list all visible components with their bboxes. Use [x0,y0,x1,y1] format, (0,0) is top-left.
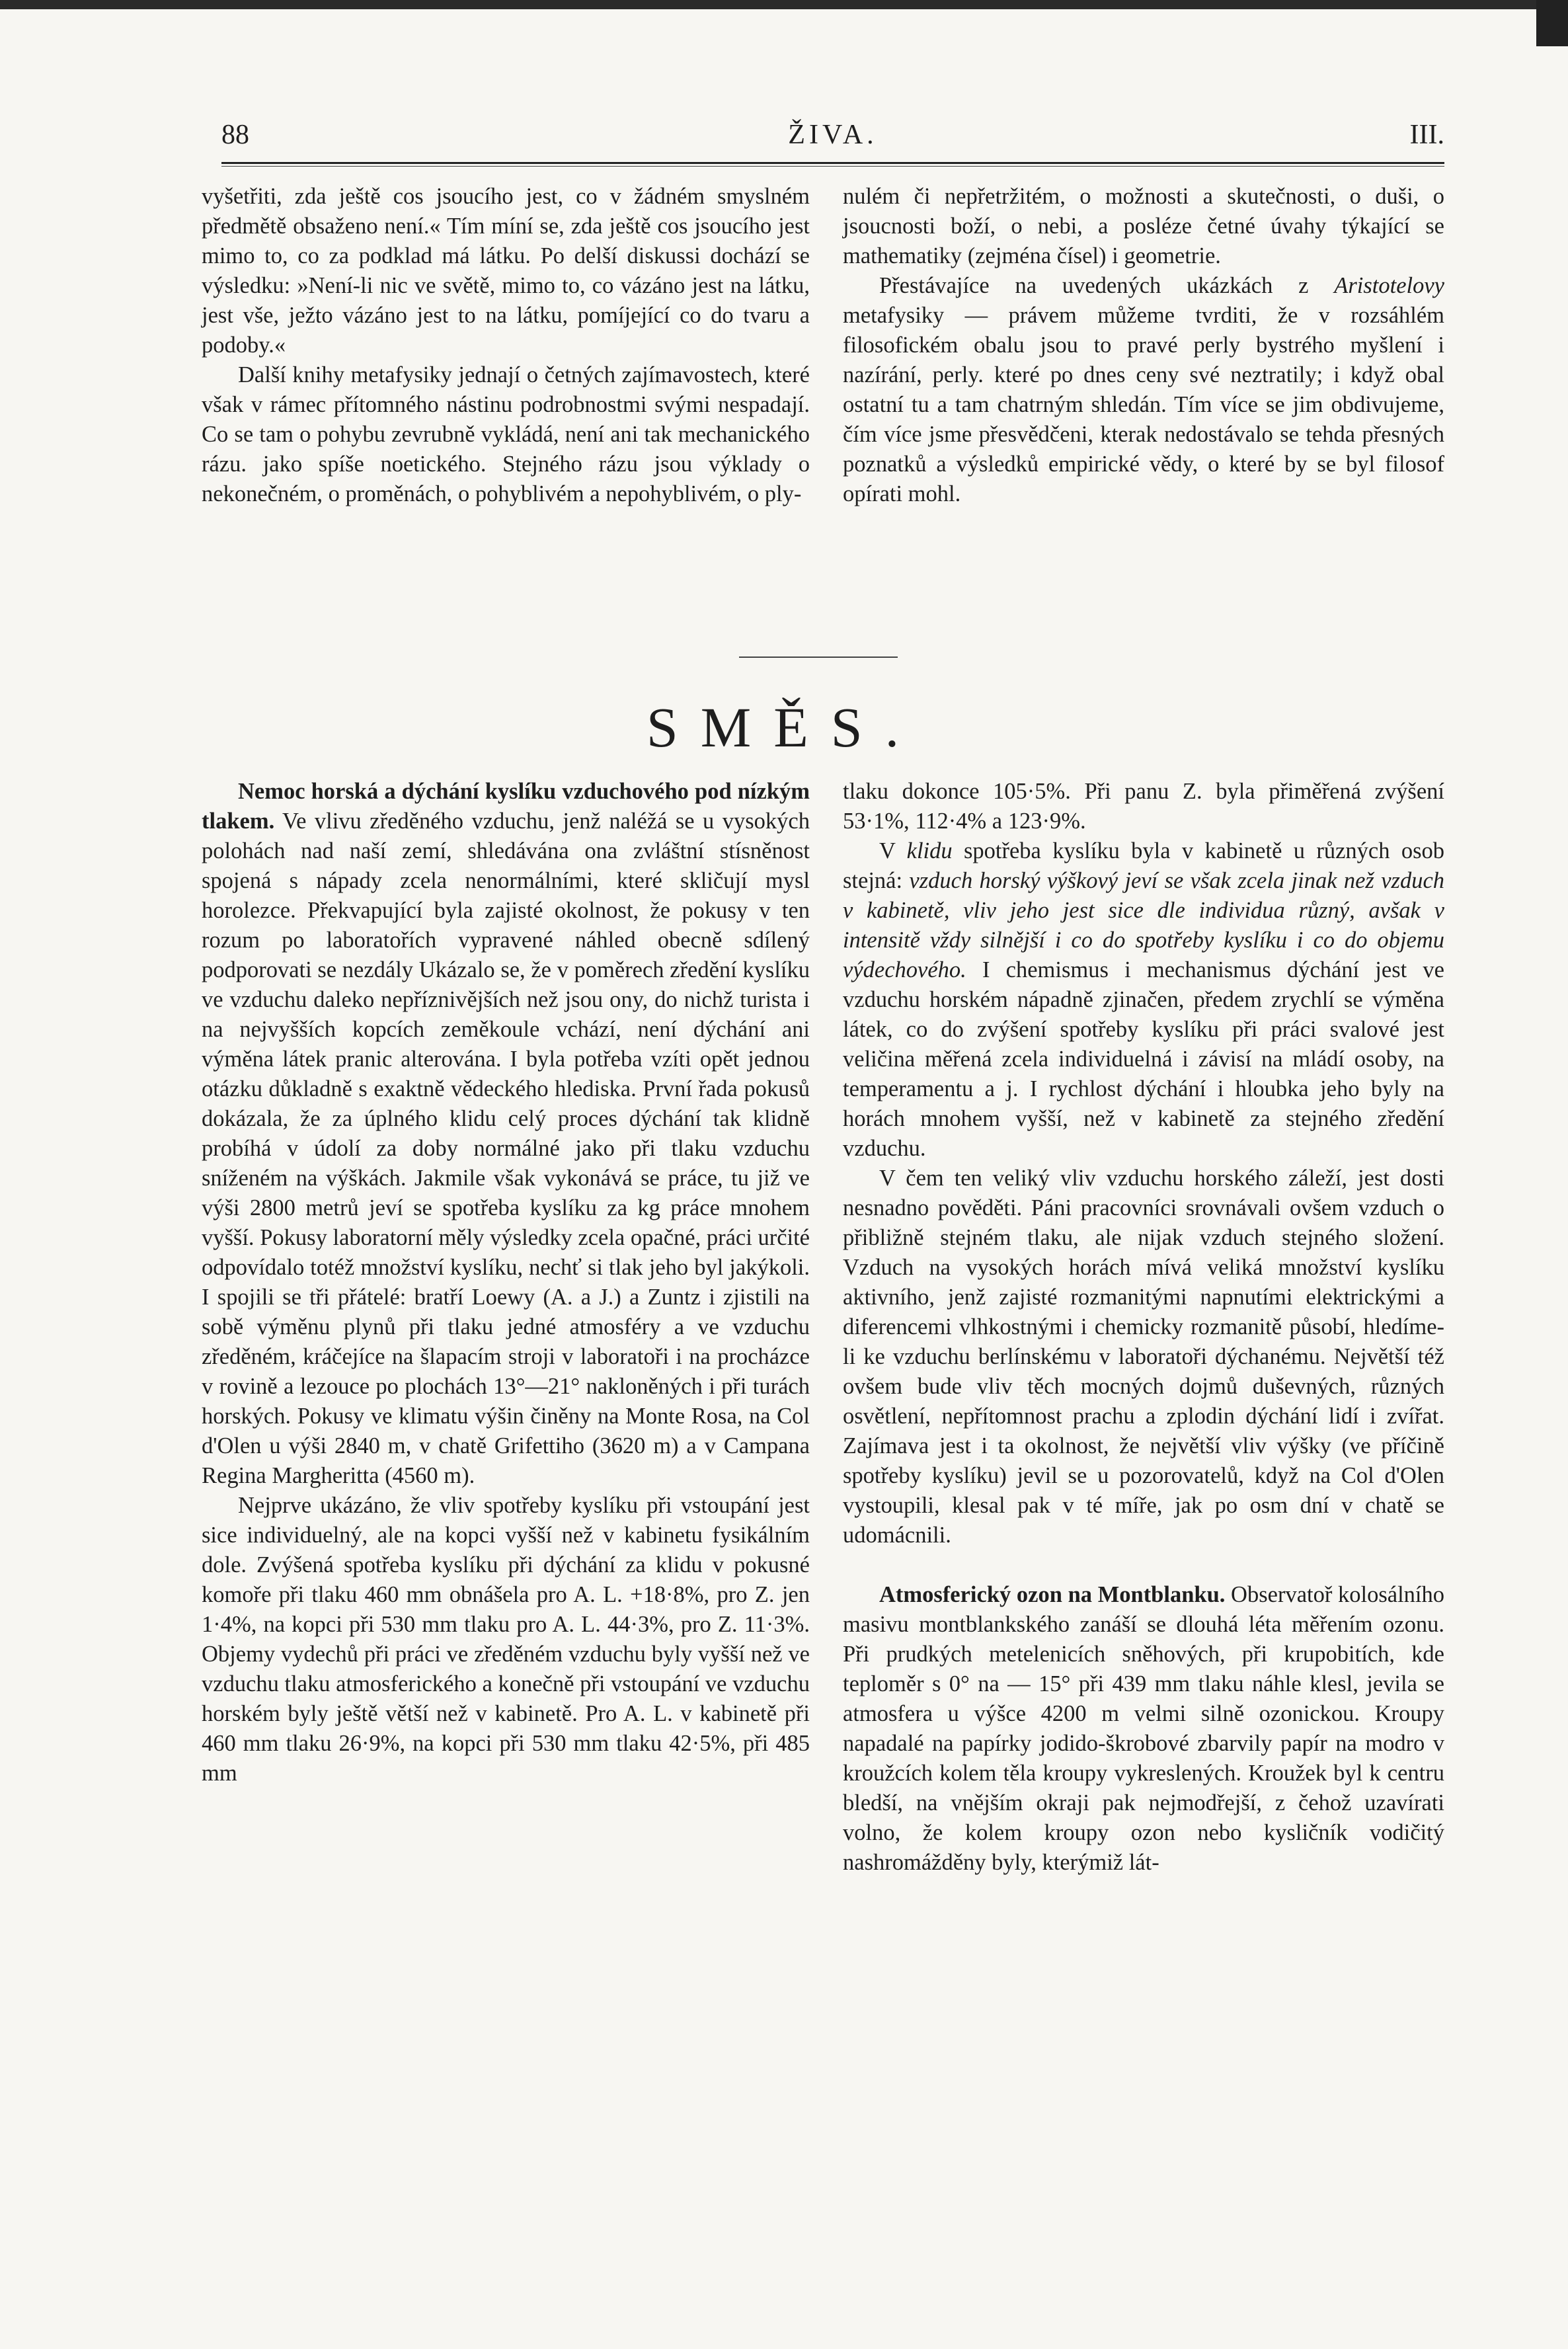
paragraph: Další knihy metafysiky jednají o četných zajímavostech, které však v rámec přítomného nástinu podrobnostmi svými nespadají. Co se tam o pohybu zevrubně vykládá, není ani tak mechanického rázu. jako spíše noetického. Stejného rázu jsou výklady o nekonečném, o proměnách, o pohyblivém a nepohyblivém, o ply- [202,362,810,506]
paragraph: Nejprve ukázáno, že vliv spotřeby kyslíku při vstoupání jest sice individuelný, ale na kopci vyšší než v kabinetu fysikálním dole. Zvýšená spotřeba kyslíku při dýchání za klidu v pokusné komoře při tlaku 460 mm obnášela pro A. L. +18·8%, pro Z. jen 1·4%, na kopci při 530 mm tlaku pro A. L. 44·3%, pro Z. 11·3%. Objemy vydechů při práci ve zředěném vzduchu byly vyšší než ve vzduchu tlaku atmosferického a konečně při vstoupání ve vzduchu horském byly ještě větší než v kabinetě. Pro A. L. v kabinetě při 460 mm tlaku 26·9%, na kopci při 530 mm tlaku 42·5%, při 485 mm [202,1493,810,1786]
italic-run: klidu [906,838,953,863]
column-bottom-left [202,777,810,1788]
journal-title: ŽIVA. [788,120,878,150]
text-run: Přestávajíce na uvedených ukázkách z [879,273,1335,298]
text-run: V [879,838,907,863]
paragraph [843,836,1444,1164]
italic-name: Aristotelovy [1334,273,1444,298]
header-rule [221,162,1444,164]
paragraph: V čem ten veliký vliv vzduchu horského záleží, jest dosti nesnadno pověděti. Páni pracovníci srovnávali ovšem vzduch o přibližně stejném tlaku, ale nijak vzduch stejného složení. Vzduch na vysokých horách mívá veliká množství kyslíku aktivního, jenž zajisté rozmanitými napnutími elektrickými a diferencemi vlhkostnými i chemicky rozmanitě působí, hledíme-li ke vzduchu berlínskému v laboratoři dýchanému. Největší též ovšem bude vliv těch mocných dojmů duševných, různých osvětlení, nepřítomnost prachu a zplodin dýchání lidí i zvířat. Zajímava jest i ta okolnost, že největší vliv výšky (ve příčině spotřeby kyslíku) jevil se u pozorovatelů, když na Col d'Olen vystoupili, klesal pak v té míře, jak po osm dní v chatě se udomácnili. [843,1166,1444,1548]
scan-edge-top [0,0,1568,9]
text-run: metafysiky — právem můžeme tvrditi, že v rozsáhlém filosofickém obalu jsou to pravé perly bystrého myšlení i nazírání, perly. které po dnes ceny své neztratily; i když obal ostatní tu a tam chatrným shledán. Tím více se jim obdivujeme, čím více jsme přesvědčeni, kterak nedostávalo se tehda přesných poznatků a výsledků empirické vědy, o které by se byl filosof opírati mohl. [843,303,1444,506]
section-divider [739,657,898,658]
running-header [221,119,1444,159]
paragraph [843,1580,1444,1878]
scan-edge-right [1536,0,1568,46]
column-bottom-right [843,777,1444,1878]
text-run: Observatoř kolosálního masivu montblankského zanáší se dlouhá léta měřením ozonu. Při prudkých metelenicích sněhových, při krupobitích, kde teploměr s 0° na — 15° při 439 mm tlaku náhle klesl, jevila se atmosfera u výšce 4200 m velmi silně ozonickou. Kroupy napadalé na papírky jodido-škrobové zbarvily papír na modro v kroužcích kolem těla kroupy vykreslených. Kroužek byl k centru bledší, na vnějším okraji pak nejmodřejší, z čehož uzavírati volno, že kolem kroupy ozon nebo kysličník vodičitý nashromážděny byly, kterýmiž lát- [843,1582,1444,1875]
article-title: Atmosferický ozon na Montblanku. [879,1582,1226,1607]
volume-number: III. [1409,120,1444,150]
paragraph: tlaku dokonce 105·5%. Při panu Z. byla přiměřená zvýšení 53·1%, 112·4% a 123·9%. [843,779,1444,834]
spacer [843,1550,1444,1580]
paragraph: nulém či nepřetržitém, o možnosti a skutečnosti, o duši, o jsoucnosti boží, o nebi, a posléze četné úvahy týkající se mathematiky (zejména čísel) i geometrie. [843,184,1444,268]
column-top-left [202,182,810,509]
text-run: Ve vlivu zředěného vzduchu, jenž naléžá se u vysokých polohách nad naší zemí, shledávána ona zvláštní stísněnost spojená s nápady zcela nenormálními, které skličují mysl horolezce. Překvapující byla zajisté okolnost, že pokusy v ten rozum po laboratořích vypravené náhled obecně sdílený podporovati se nezdály Ukázalo se, že v poměrech zředění kyslíku ve vzduchu daleko nepříznivějších než jsou ony, do nichž turista i na nejvyšších kopcích zeměkoule vchází, není dýchání ani výměna látek pranic alterována. I byla potřeba vzíti opět jednou otázku důkladně s exaktně vědeckého hlediska. První řada pokusů dokázala, že za úplného klidu celý proces dýchání tak klidně probíhá v údolí za doby normálné jako při tlaku vzduchu sníženém na výškách. Jakmile však vykonává se práce, tu již ve výši 2800 metrů jeví se spotřeba kyslíku za kg práce mnohem vyšší. Pokusy laboratorní měly výsledky zcela opačné, práci určité odpovídalo totéž množství kyslíku, nechť si tlak jeho byl jakýkoli. I spojili se tři přátelé: bratří Loewy (A. a J.) a Zuntz i zjistili na sobě výměnu plynů při tlaku jedné atmosféry a ve vzduchu zředěném, kráčejíce na šlapacím stroji v laboratoři i na procházce v rovině a lezouce po plochách 13°—21° nakloněných i při turách horských. Pokusy ve klimatu výšin činěny na Monte Rosa, na Col d'Olen u výši 2840 m, v chatě Grifettiho (3620 m) a v Campana Regina Margheritta (4560 m). [202,809,810,1488]
section-title: SMĚS. [646,696,922,759]
header-rule-thin [221,166,1444,167]
text-run: I chemismus i mechanismus dýchání jest ve vzduchu horském nápadně zjinačen, předem zrychlí se výměna látek, co do zvýšení spotřeby kyslíku při práci svalové jest veličina měřená zcela individuelná i závisí na mládí osoby, na temperamentu a j. I rychlost dýchání i hloubka jeho byly na horách mnohem vyšší, než v kabinetě za stejného zředění vzduchu. [843,957,1444,1161]
paragraph [843,271,1444,509]
page-number: 88 [221,120,249,150]
italic-run: vzduch horský výškový jeví se však zcela jinak než vzduch v kabinetě, vliv jeho jest sice dle individua různý, avšak v intensitě vždy silnější i co do spotřeby kyslíku i co do objemu výdechového. [843,868,1445,982]
text-run: spotřeba kyslíku byla v kabinetě u různých osob stejná: [843,838,1444,893]
column-top-right [843,182,1444,509]
article-title: Nemoc horská a dýchání kyslíku vzduchového pod nízkým tlakem. [202,779,810,834]
paragraph [202,777,810,1491]
paragraph: vyšetřiti, zda ještě cos jsoucího jest, co v žádném smyslném předmětě obsaženo není.« Tím míní se, zda ještě cos jsoucího jest mimo to, co za podklad má látku. Po delší diskussi dochází se výsledku: »Není-li nic ve světě, mimo to, co vázáno jest na látku, jest vše, ježto vázáno jest to na látku, pomíjející co do tvaru a podoby.« [202,184,810,358]
